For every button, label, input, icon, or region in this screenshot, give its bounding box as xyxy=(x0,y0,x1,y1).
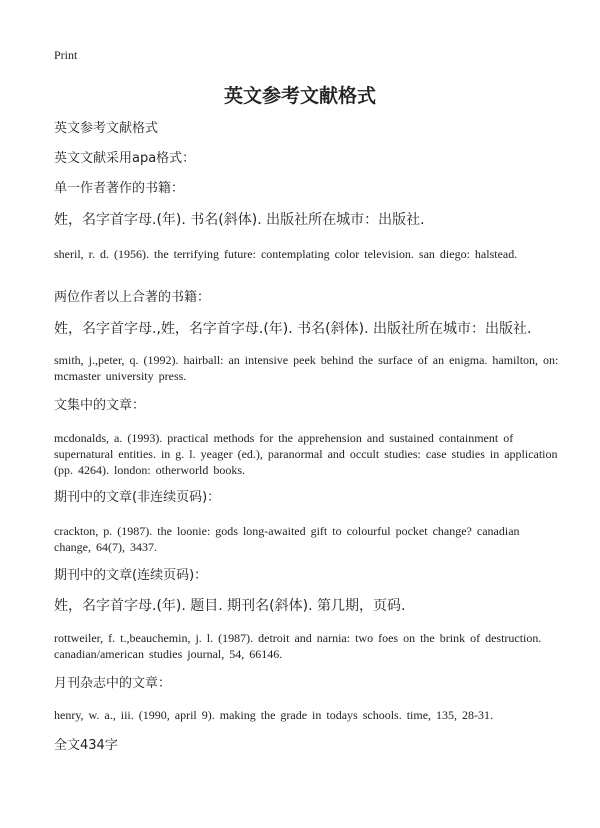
section-heading: 单一作者著作的书籍： xyxy=(54,181,185,196)
section-heading: 期刊中的文章(非连续页码)： xyxy=(54,490,221,505)
section-heading: 月刊杂志中的文章： xyxy=(54,676,172,691)
reference-example: henry, w. a., iii. (1990, april 9). making the grade in todays schools. time, 135, 28-31. xyxy=(54,708,494,722)
page-title: 英文参考文献格式 xyxy=(223,85,376,107)
section-heading: 两位作者以上合著的书籍： xyxy=(54,290,211,305)
section-heading: 期刊中的文章(连续页码)： xyxy=(54,568,208,583)
heading-text: 英文文献采用apa格式： xyxy=(54,151,196,166)
reference-example: mcdonalds, a. (1993). practical methods for the apprehension and sustained containment of supernatural entities. in g. l. yeager (ed.), paranormal and occult studies: case studies in application (pp. 4264). london: otherworld books. xyxy=(54,431,558,477)
print-link[interactable]: Print xyxy=(54,48,78,62)
format-template: 姓，名字首字母.(年). 题目. 期刊名(斜体). 第几期，页码. xyxy=(54,598,406,614)
section-heading: 文集中的文章： xyxy=(54,398,146,413)
reference-example: rottweiler, f. t.,beauchemin, j. l. (1987). detroit and narnia: two foes on the brink of destruction. canadian/american studies journal, 54, 66146. xyxy=(54,631,542,661)
reference-example: smith, j.,peter, q. (1992). hairball: an intensive peek behind the surface of an enigma. hamilton, on: mcmaster university press. xyxy=(54,353,559,383)
reference-example: crackton, p. (1987). the loonie: gods long-awaited gift to colourful pocket change? canadian change, 64(7), 3437. xyxy=(54,524,520,554)
reference-example: sheril, r. d. (1956). the terrifying future: contemplating color television. san diego: halstead. xyxy=(54,247,518,261)
heading-text: 英文参考文献格式 xyxy=(54,121,159,136)
word-count: 全文434字 xyxy=(54,738,118,753)
format-template: 姓，名字首字母.,姓，名字首字母.(年). 书名(斜体). 出版社所在城市：出版社. xyxy=(54,321,532,337)
format-template: 姓，名字首字母.(年). 书名(斜体). 出版社所在城市：出版社. xyxy=(54,212,425,228)
